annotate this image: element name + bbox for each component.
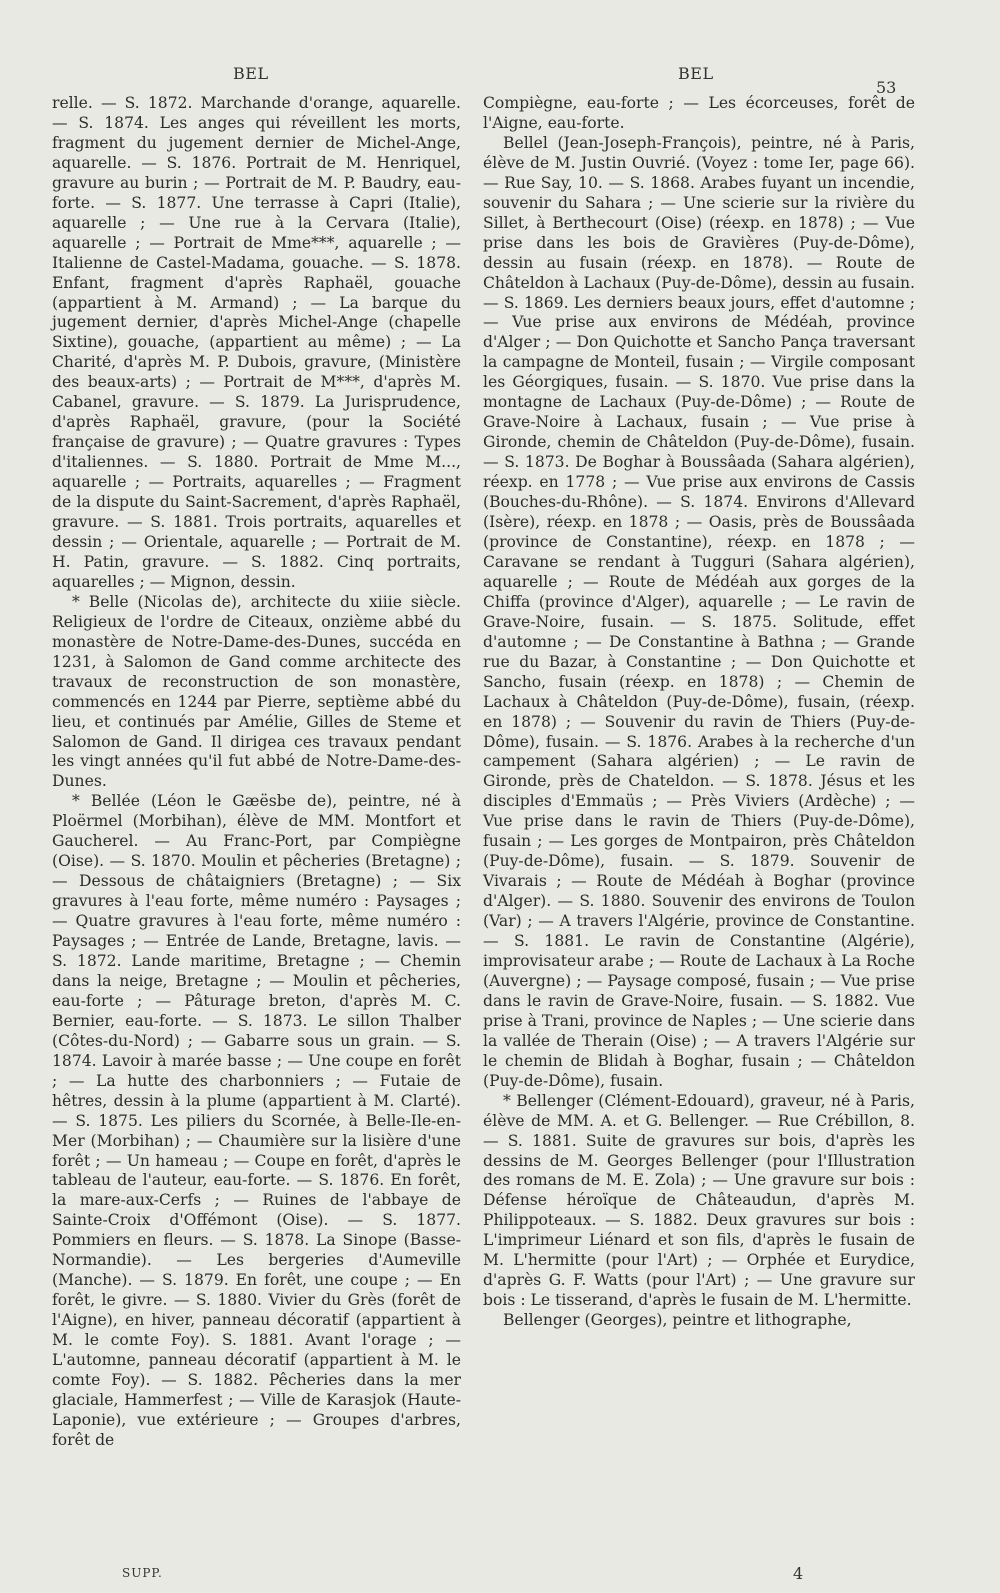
- signature-mark: SUPP.: [122, 1566, 163, 1580]
- running-head-right: BEL: [678, 64, 714, 83]
- entry-paragraph: * Bellenger (Clément-Edouard), graveur, né à Paris, élève de MM. A. et G. Bellenger. — Rue Crébillon, 8. — S. 1881. Suite de gravures sur bois, d'après les dessins de M. Georges Bellenger (pour l'Illustration des romans de M. E. Zola) ; — Une gravure sur bois : Défense héroïque de Châteaudun, d'après M. Philippoteaux. — S. 1882. Deux gravures sur bois : L'imprimeur Liénard et son fils, d'après le fusain de M. L'hermitte (pour l'Art) ; — Orphée et Eurydice, d'après G. F. Watts (pour l'Art) ; — Une gravure sur bois : Le tisserand, d'après le fusain de M. L'hermitte.: [483, 1091, 915, 1310]
- left-column: [52, 94, 461, 1451]
- entry-paragraph: relle. — S. 1872. Marchande d'orange, aquarelle. — S. 1874. Les anges qui réveillent les morts, fragment du jugement dernier de Michel-Ange, aquarelle. — S. 1876. Portrait de M. Henriquel, gravure au burin ; — Portrait de M. P. Baudry, eau-forte. — S. 1877. Une terrasse à Capri (Italie), aquarelle ; — Une rue à la Cervara (Italie), aquarelle ; — Portrait de Mme***, aquarelle ; — Italienne de Castel-Madama, gouache. — S. 1878. Enfant, fragment d'après Raphaël, gouache (appartient à M. Armand) ; — La barque du jugement dernier, d'après Michel-Ange (chapelle Sixtine), gouache, (appartient au même) ; — La Charité, d'après M. P. Dubois, gravure, (Ministère des beaux-arts) ; — Portrait de M***, d'après M. Cabanel, gravure. — S. 1879. La Jurisprudence, d'après Raphaël, gravure, (pour la Société française de gravure) ; — Quatre gravures : Types d'italiennes. — S. 1880. Portrait de Mme M..., aquarelle ; — Portraits, aquarelles ; — Fragment de la dispute du Saint-Sacrement, d'après Raphaël, gravure. — S. 1881. Trois portraits, aquarelles et dessin ; — Orientale, aquarelle ; — Portrait de M. H. Patin, gravure. — S. 1882. Cinq portraits, aquarelles ; — Mignon, dessin.: [52, 94, 461, 591]
- entry-paragraph: Bellenger (Georges), peintre et lithographe,: [503, 1311, 852, 1330]
- entry-paragraph: Bellel (Jean-Joseph-François), peintre, né à Paris, élève de M. Justin Ouvrié. (Voyez : tome Ier, page 66). — Rue Say, 10. — S. 1868. Arabes fuyant un incendie, souvenir du Sahara ; — Une scierie sur la rivière du Sillet, à Berthecourt (Oise) (réexp. en 1878) ; — Vue prise dans les bois de Gravières (Puy-de-Dôme), dessin au fusain (réexp. en 1878). — Route de Châteldon à Lachaux (Puy-de-Dôme), dessin au fusain. — S. 1869. Les derniers beaux jours, effet d'automne ; — Vue prise aux environs de Médéah, province d'Alger ; — Don Quichotte et Sancho Pança traversant la campagne de Monteil, fusain ; — Virgile composant les Géorgiques, fusain. — S. 1870. Vue prise dans la montagne de Lachaux (Puy-de-Dôme) ; — Route de Grave-Noire à Lachaux, fusain ; — Vue prise à Gironde, chemin de Châteldon (Puy-de-Dôme), fusain. — S. 1873. De Boghar à Boussâada (Sahara algérien), réexp. en 1778 ; — Vue prise aux environs de Cassis (Bouches-du-Rhône). — S. 1874. Environs d'Allevard (Isère), réexp. en 1878 ; — Oasis, près de Boussâada (province de Constantine), réexp. en 1878 ; — Caravane se rendant à Tugguri (Sahara algérien), aquarelle ; — Route de Médéah aux gorges de la Chiffa (province d'Alger), aquarelle ; — Le ravin de Grave-Noire, fusain. — S. 1875. Solitude, effet d'automne ; — De Constantine à Bathna ; — Grande rue du Bazar, à Constantine ; — Don Quichotte et Sancho, fusain (réexp. en 1878) ; — Chemin de Lachaux à Châteldon (Puy-de-Dôme), fusain, (réexp. en 1878) ; — Souvenir du ravin de Thiers (Puy-de-Dôme), fusain. — S. 1876. Arabes à la recherche d'un campement (Sahara algérien) ; — Le ravin de Gironde, près de Chateldon. — S. 1878. Jésus et les disciples d'Emmaüs ; — Près Viviers (Ardèche) ; — Vue prise dans le ravin de Thiers (Puy-de-Dôme), fusain ; — Les gorges de Montpairon, près Châteldon (Puy-de-Dôme), fusain. — S. 1879. Souvenir de Vivarais ; — Route de Médéah à Boghar (province d'Alger). — S. 1880. Souvenir des environs de Toulon (Var) ; — A travers l'Algérie, province de Constantine. — S. 1881. Le ravin de Constantine (Algérie), improvisateur arabe ; — Route de Lachaux à La Roche (Auvergne) ; — Paysage composé, fusain ; — Vue prise dans le ravin de Grave-Noire, fusain. — S. 1882. Vue prise à Trani, province de Naples ; — Une scierie dans la vallée de Therain (Oise) ; — A travers l'Algérie sur le chemin de Blidah à Boghar, fusain ; — Châteldon (Puy-de-Dôme), fusain.: [483, 133, 915, 1090]
- sheet-number: 4: [793, 1564, 804, 1583]
- entry-paragraph: * Belle (Nicolas de), architecte du xiiie siècle. Religieux de l'ordre de Citeaux, onzième abbé du monastère de Notre-Dame-des-Dunes, succéda en 1231, à Salomon de Gand comme architecte des travaux de reconstruction de son monastère, commencés en 1244 par Pierre, septième abbé du lieu, et continués par Amélie, Gilles de Steme et Salomon de Gand. Il dirigea ces travaux pendant les vingt années qu'il fut abbé de Notre-Dame-des-Dunes.: [52, 592, 461, 791]
- right-column: [483, 94, 915, 1331]
- page-number: 53: [876, 78, 897, 97]
- entry-paragraph: * Bellée (Léon le Gæësbe de), peintre, né à Ploërmel (Morbihan), élève de MM. Montfort et Gaucherel. — Au Franc-Port, par Compiègne (Oise). — S. 1870. Moulin et pêcheries (Bretagne) ; — Dessous de châtaigniers (Bretagne) ; — Six gravures à l'eau forte, même numéro : Paysages ; — Quatre gravures à l'eau forte, même numéro : Paysages ; — Entrée de Lande, Bretagne, lavis. — S. 1872. Lande maritime, Bretagne ; — Chemin dans la neige, Bretagne ; — Moulin et pêcheries, eau-forte ; — Pâturage breton, d'après M. C. Bernier, eau-forte. — S. 1873. Le sillon Thalber (Côtes-du-Nord) ; — Gabarre sous un grain. — S. 1874. Lavoir à marée basse ; — Une coupe en forêt ; — La hutte des charbonniers ; — Futaie de hêtres, dessin à la plume (appartient à M. Clarté). — S. 1875. Les piliers du Scornée, à Belle-Ile-en-Mer (Morbihan) ; — Chaumière sur la lisière d'une forêt ; — Un hameau ; — Coupe en forêt, d'après le tableau de l'auteur, eau-forte. — S. 1876. En forêt, la mare-aux-Cerfs ; — Ruines de l'abbaye de Sainte-Croix d'Offémont (Oise). — S. 1877. Pommiers en fleurs. — S. 1878. La Sinope (Basse-Normandie). — Les bergeries d'Aumeville (Manche). — S. 1879. En forêt, une coupe ; — En forêt, le givre. — S. 1880. Vivier du Grès (forêt de l'Aigne), en hiver, panneau décoratif (appartient à M. le comte Foy). S. 1881. Avant l'orage ; — L'automne, panneau décoratif (appartient à M. le comte Foy). — S. 1882. Pêcheries dans la mer glaciale, Hammerfest ; — Ville de Karasjok (Haute-Laponie), vue extérieure ; — Groupes d'arbres, forêt de: [52, 792, 461, 1449]
- entry-paragraph: Compiègne, eau-forte ; — Les écorceuses, forêt de l'Aigne, eau-forte.: [483, 94, 915, 132]
- running-head-left: BEL: [233, 64, 269, 83]
